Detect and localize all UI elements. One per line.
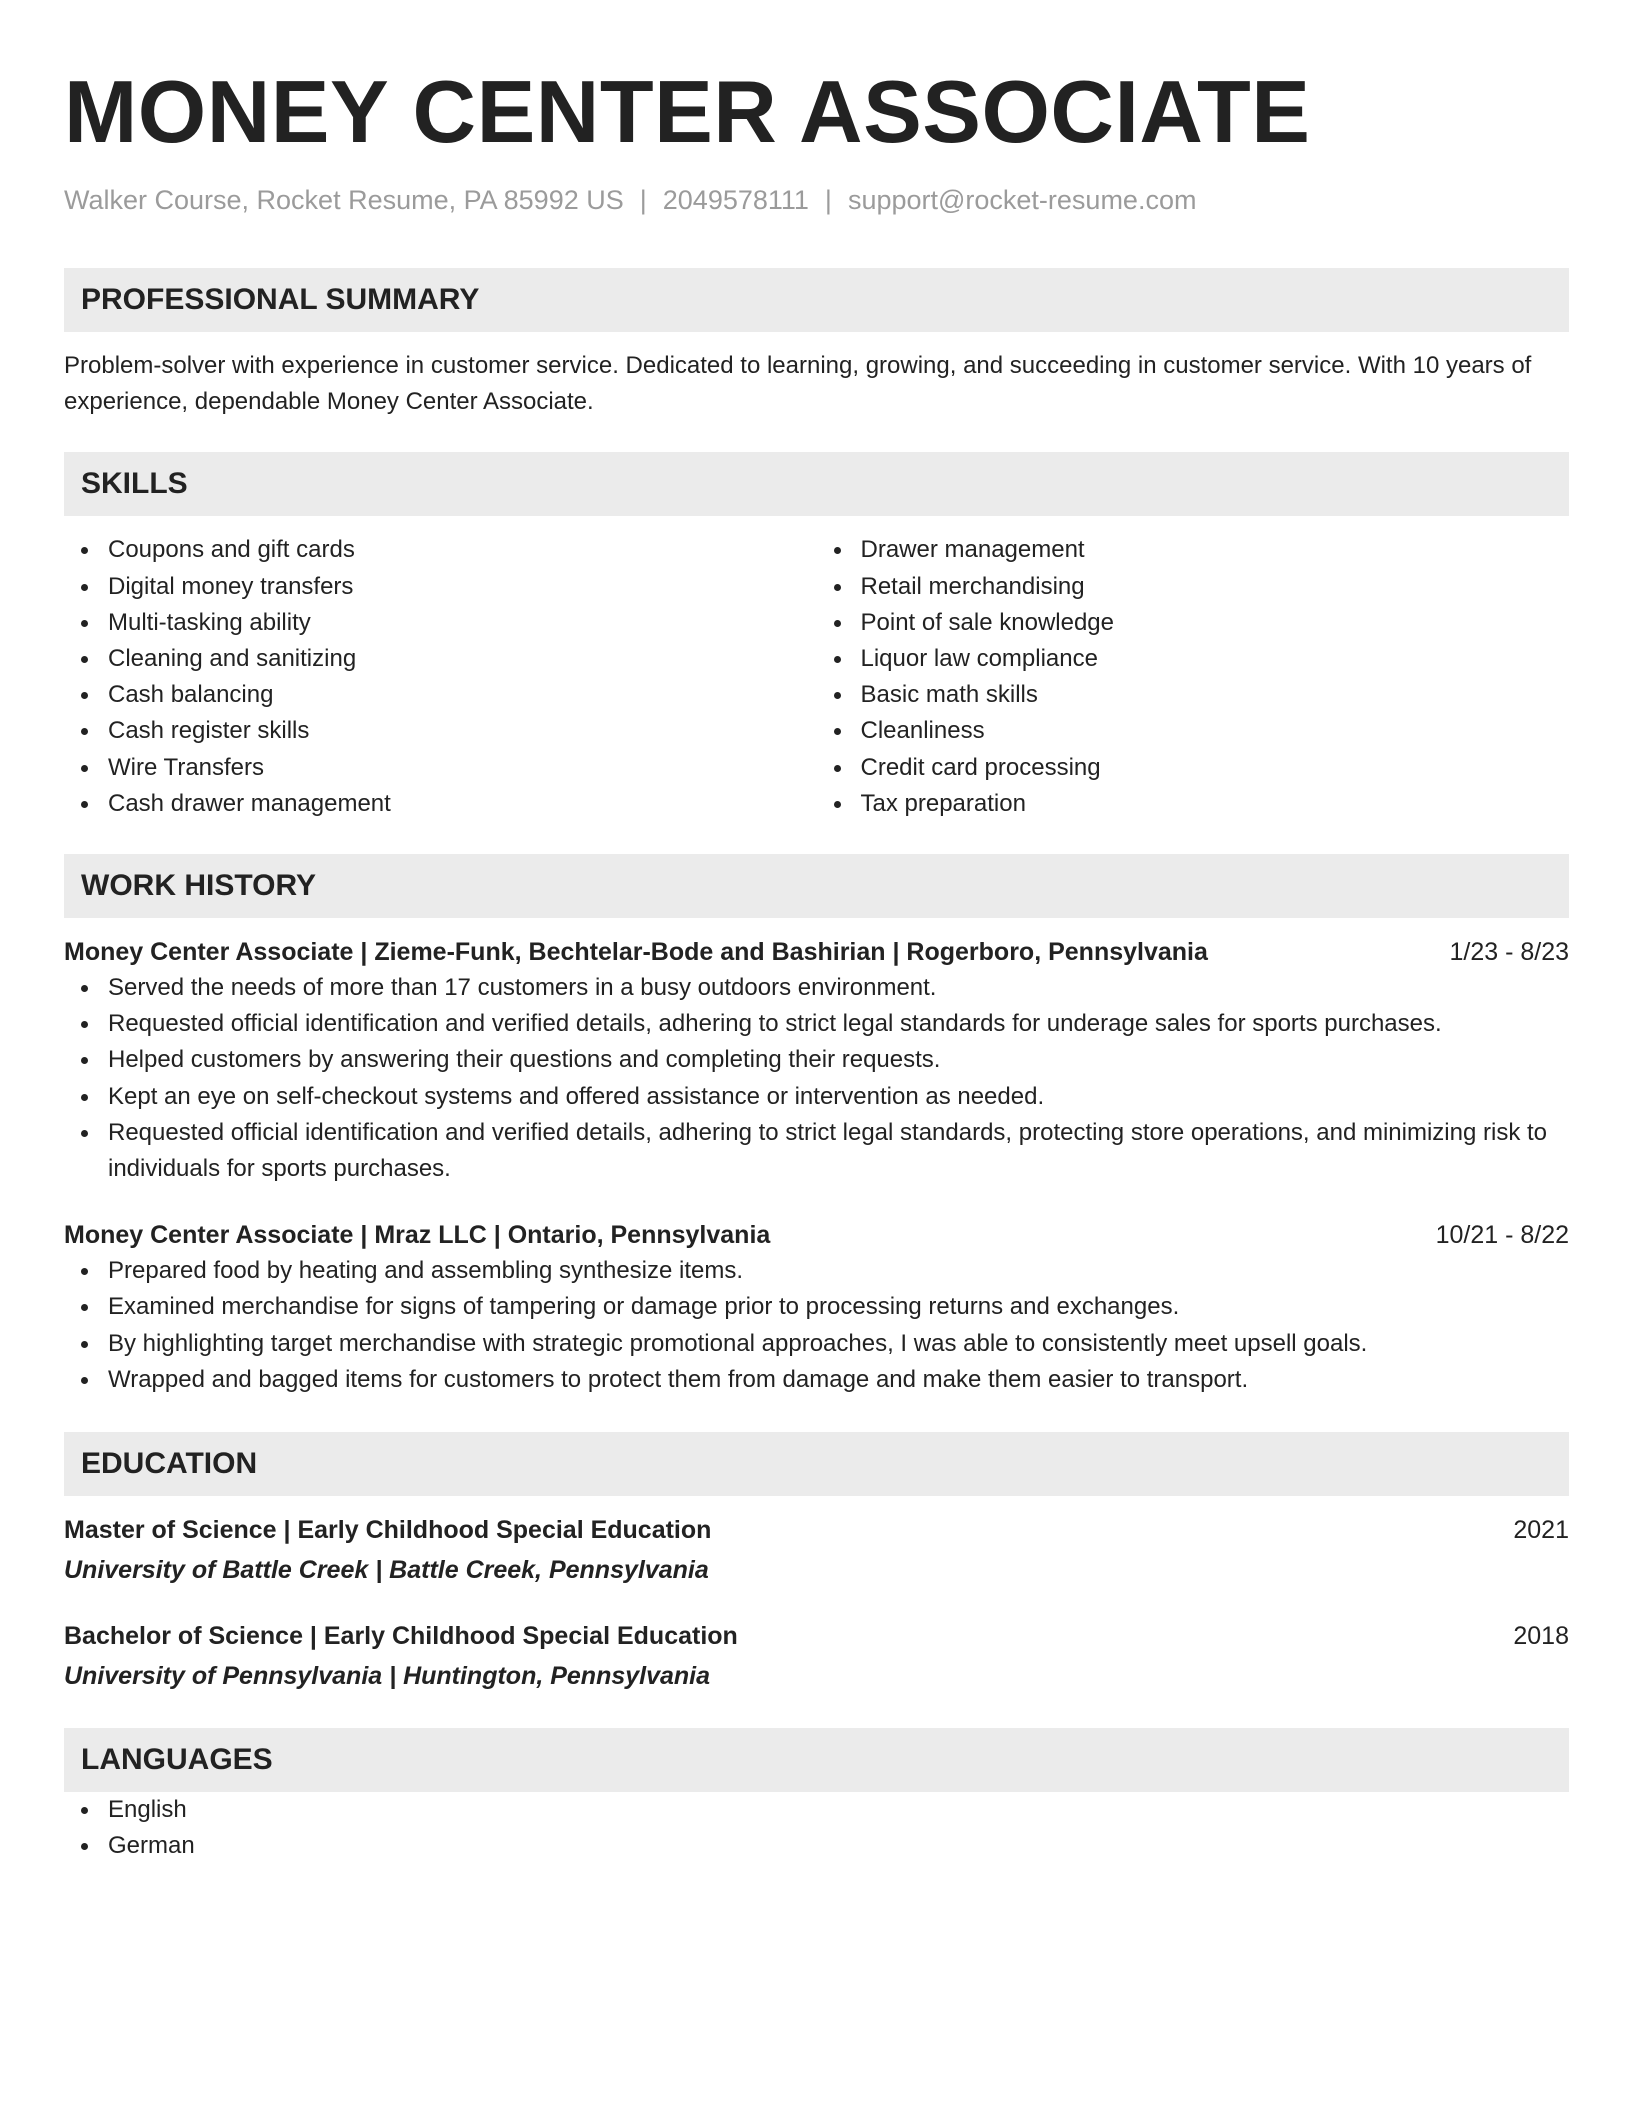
skill-item: Cash register skills xyxy=(64,713,817,749)
contact-email: support@rocket-resume.com xyxy=(847,185,1197,215)
education-year: 2018 xyxy=(1513,1622,1569,1651)
contact-phone: 2049578111 xyxy=(662,185,809,215)
job-bullet: Served the needs of more than 17 customers in a busy outdoors environment. xyxy=(64,970,1569,1006)
contact-address: Walker Course, Rocket Resume, PA 85992 US xyxy=(64,185,624,215)
job-bullet: Prepared food by heating and assembling synthesize items. xyxy=(64,1253,1569,1289)
education-row xyxy=(64,1512,1569,1548)
skill-item: Point of sale knowledge xyxy=(817,605,1570,641)
education-entry xyxy=(64,1512,1569,1588)
languages-list xyxy=(64,1792,1569,1864)
skills-column-right xyxy=(817,532,1570,822)
job-bullet: Examined merchandise for signs of tampering or damage prior to processing returns and exchanges. xyxy=(64,1289,1569,1325)
section-header-skills: SKILLS xyxy=(64,452,1569,516)
contact-separator: | xyxy=(639,185,647,215)
skill-item: Cash balancing xyxy=(64,677,817,713)
job-bullet: Wrapped and bagged items for customers to protect them from damage and make them easier to transport. xyxy=(64,1362,1569,1398)
job-bullet: Requested official identification and verified details, adhering to strict legal standards for underage sales for sports purchases. xyxy=(64,1006,1569,1042)
language-item: English xyxy=(64,1792,1569,1828)
section-header-work-history: WORK HISTORY xyxy=(64,854,1569,918)
skill-item: Cleaning and sanitizing xyxy=(64,641,817,677)
section-header-languages: LANGUAGES xyxy=(64,1728,1569,1792)
skill-item: Wire Transfers xyxy=(64,750,817,786)
job-dates: 10/21 - 8/22 xyxy=(1435,1221,1569,1250)
job-title-row xyxy=(64,934,1569,970)
education-degree: Bachelor of Science | Early Childhood Special Education xyxy=(64,1622,738,1651)
skills-column-left xyxy=(64,532,817,822)
job-bullet: Requested official identification and verified details, adhering to strict legal standards, protecting store operations, and minimizing risk to individuals for sports purchases. xyxy=(64,1115,1569,1187)
section-header-education: EDUCATION xyxy=(64,1432,1569,1496)
job-bullet: By highlighting target merchandise with strategic promotional approaches, I was able to consistently meet upsell goals. xyxy=(64,1326,1569,1362)
education-school: University of Battle Creek | Battle Creek, Pennsylvania xyxy=(64,1556,709,1585)
skill-item: Multi-tasking ability xyxy=(64,605,817,641)
section-header-summary: PROFESSIONAL SUMMARY xyxy=(64,268,1569,332)
summary-text: Problem-solver with experience in customer service. Dedicated to learning, growing, and succeeding in customer service. With 10 years of experience, dependable Money Center Associate. xyxy=(64,352,1532,416)
contact-line xyxy=(64,184,1569,216)
job-bullet-list xyxy=(64,970,1569,1187)
education-row xyxy=(64,1618,1569,1654)
education-entry xyxy=(64,1618,1569,1694)
contact-separator: | xyxy=(824,185,832,215)
skill-item: Drawer management xyxy=(817,532,1570,568)
skill-item: Basic math skills xyxy=(817,677,1570,713)
education-year: 2021 xyxy=(1513,1516,1569,1545)
skill-item: Cleanliness xyxy=(817,713,1570,749)
job-bullet: Helped customers by answering their questions and completing their requests. xyxy=(64,1042,1569,1078)
skill-item: Retail merchandising xyxy=(817,569,1570,605)
job-entry xyxy=(64,1217,1569,1398)
skill-item: Credit card processing xyxy=(817,750,1570,786)
resume-name: MONEY CENTER ASSOCIATE xyxy=(64,62,1311,161)
job-bullet: Kept an eye on self-checkout systems and offered assistance or intervention as needed. xyxy=(64,1079,1569,1115)
skill-item: Liquor law compliance xyxy=(817,641,1570,677)
skill-item: Digital money transfers xyxy=(64,569,817,605)
job-title: Money Center Associate | Mraz LLC | Ontario, Pennsylvania xyxy=(64,1221,771,1250)
skill-item: Cash drawer management xyxy=(64,786,817,822)
job-bullet-list xyxy=(64,1253,1569,1398)
education-school: University of Pennsylvania | Huntington, Pennsylvania xyxy=(64,1662,711,1691)
job-dates: 1/23 - 8/23 xyxy=(1449,938,1569,967)
job-entry xyxy=(64,934,1569,1187)
job-title-row xyxy=(64,1217,1569,1253)
job-title: Money Center Associate | Zieme-Funk, Bechtelar-Bode and Bashirian | Rogerboro, Pennsylvania xyxy=(64,938,1208,967)
skill-item: Coupons and gift cards xyxy=(64,532,817,568)
language-item: German xyxy=(64,1828,1569,1864)
skill-item: Tax preparation xyxy=(817,786,1570,822)
education-degree: Master of Science | Early Childhood Special Education xyxy=(64,1516,712,1545)
skills-list xyxy=(64,532,1569,822)
